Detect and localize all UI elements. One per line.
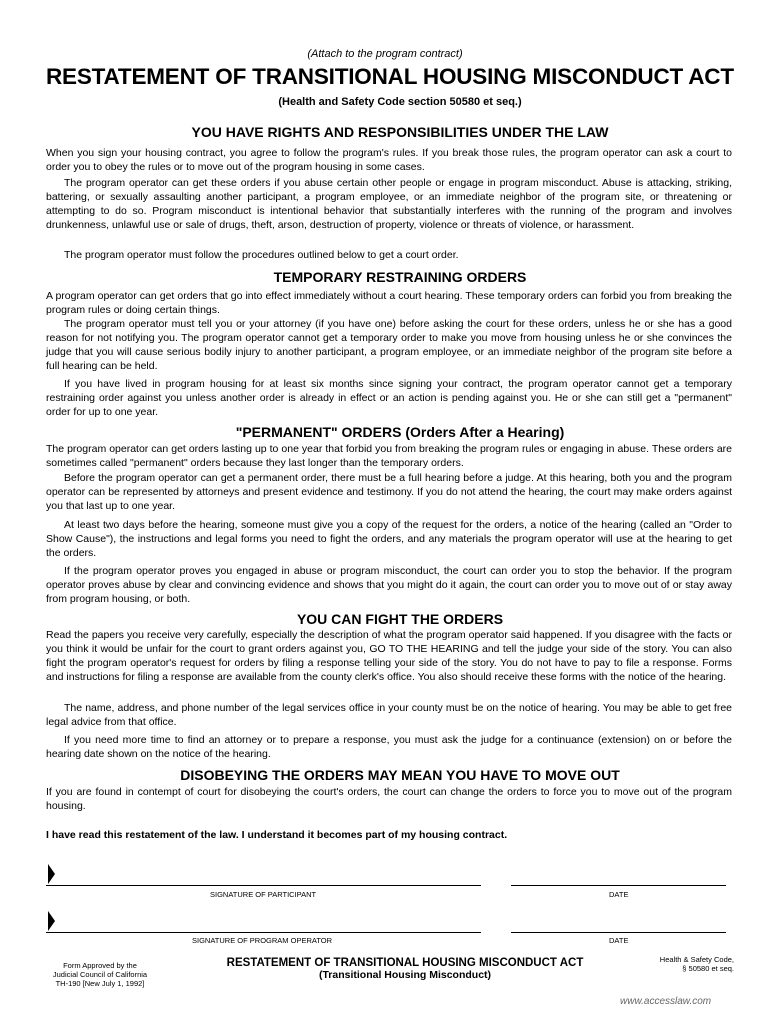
participant-arrow-icon	[48, 864, 55, 884]
rights-paragraph-3: The program operator must follow the procedures outlined below to get a court order.	[64, 249, 459, 261]
attach-note: (Attach to the program contract)	[307, 48, 463, 60]
form-number: TH-190 [New July 1, 1992]	[55, 979, 145, 988]
heading-temporary-orders: TEMPORARY RESTRAINING ORDERS	[273, 269, 527, 285]
code-reference-line-1: Health & Safety Code,	[659, 955, 734, 964]
rights-paragraph-2: The program operator can get these orders if you abuse certain other people or engage in program misconduct. Abuse is attacking, striking, battering, or sexually assaulting another participant, a program employee, or an immediate neighbor of the program site, or threatening or attempting to do so. Program misconduct is intentional behavior that substantially interferes with the running of the program and involves drunkenness, unlawful use or sale of drugs, theft, arson, destruction of property, violence or threats of violence, or harassment.	[46, 177, 732, 232]
document-title: RESTATEMENT OF TRANSITIONAL HOUSING MISCONDUCT ACT	[46, 64, 734, 89]
acknowledgement-statement: I have read this restatement of the law. I understand it becomes part of my housing contract.	[46, 829, 508, 841]
temporary-paragraph-3: If you have lived in program housing for at least six months since signing your contract, the program operator cannot get a temporary restraining order against you unless another order is already in effect or an action is pending against you. He or she can still get a "permanent" order for up to one year.	[46, 378, 732, 419]
disobey-paragraph-1: If you are found in contempt of court for disobeying the court's orders, the court can change the orders to force you to move out of the program housing.	[46, 786, 732, 813]
rights-paragraph-1: When you sign your housing contract, you agree to follow the program's rules. If you break those rules, the program operator can ask a court to order you to obey the rules or to move out of the program housing in some cases.	[46, 147, 732, 174]
form-approval-line-2: Judicial Council of California	[52, 970, 148, 979]
website-watermark: www.accesslaw.com	[620, 996, 712, 1007]
footer-title: RESTATEMENT OF TRANSITIONAL HOUSING MISCONDUCT ACT	[226, 957, 584, 969]
form-approval-block	[40, 961, 160, 988]
code-reference-block	[628, 955, 734, 973]
operator-arrow-icon	[48, 911, 55, 931]
heading-fight-orders: YOU CAN FIGHT THE ORDERS	[296, 611, 504, 627]
fight-paragraph-1: Read the papers you receive very carefully, especially the description of what the program operator said happened. If you disagree with the facts or you think it would be unfair for the court to grant orders against you, GO TO THE HEARING and tell the judge your side of the story. You can also fight the program operator's request for orders by filing a response telling your side of the story. You do not have to pay to file a response. Forms and instructions for filing a response are available from the county clerk's office. You also should receive these forms with the notice of the hearing.	[46, 629, 732, 684]
permanent-paragraph-3: At least two days before the hearing, someone must give you a copy of the request for the orders, a notice of the hearing (called an "Order to Show Cause"), the instructions and legal forms you need to fight the orders, and any materials the program operator will use at the hearing to get the orders.	[46, 519, 732, 560]
permanent-paragraph-1: The program operator can get orders lasting up to one year that forbid you from breaking the program rules or engaging in abuse. These orders are sometimes called "permanent" orders because they last longer than the temporary orders.	[46, 443, 732, 470]
operator-date-line[interactable]	[511, 932, 726, 933]
participant-date-line[interactable]	[511, 885, 726, 886]
fight-paragraph-2: The name, address, and phone number of the legal services office in your county must be on the notice of hearing. You may be able to get free legal advice from that office.	[46, 702, 732, 729]
temporary-paragraph-2: The program operator must tell you or your attorney (if you have one) before asking the court for these orders, unless he or she has a good reason for not notifying you. The program operator cannot get a temporary order to make you move from housing unless he or she convinces the judge that you will cause serious bodily injury to another participant, a program employee, or an immediate neighbor of the program site before a full hearing can be held.	[46, 318, 732, 373]
footer-subtitle: (Transitional Housing Misconduct)	[318, 969, 492, 981]
document-subtitle: (Health and Safety Code section 50580 et seq.)	[278, 96, 522, 108]
permanent-paragraph-4: If the program operator proves you engaged in abuse or program misconduct, the court can order you to stop the behavior. If the program operator proves abuse by clear and convincing evidence and shows that you might do it again, the court can order you to move out of or stay away from program housing, or both.	[46, 565, 732, 606]
operator-signature-line[interactable]	[46, 932, 481, 933]
permanent-paragraph-2: Before the program operator can get a permanent order, there must be a full hearing before a judge. At this hearing, both you and the program operator can be represented by attorneys and present evidence and testimony. If you do not attend the hearing, the court may make orders against you that last up to one year.	[46, 472, 732, 513]
operator-signature-label: SIGNATURE OF PROGRAM OPERATOR	[192, 936, 333, 945]
form-footer-title-block	[190, 957, 620, 981]
participant-date-label: DATE	[609, 890, 629, 899]
heading-rights: YOU HAVE RIGHTS AND RESPONSIBILITIES UNDER THE LAW	[191, 124, 609, 140]
code-reference-line-2: § 50580 et seq.	[682, 964, 734, 973]
form-approval-line-1: Form Approved by the	[63, 961, 137, 970]
temporary-paragraph-1: A program operator can get orders that go into effect immediately without a court hearing. These temporary orders can forbid you from breaking the program rules or doing certain things.	[46, 290, 732, 317]
fight-paragraph-3: If you need more time to find an attorney or to prepare a response, you must ask the judge for a continuance (extension) on or before the hearing date shown on the notice of the hearing.	[46, 734, 732, 761]
heading-permanent-orders: "PERMANENT" ORDERS (Orders After a Hearing)	[235, 424, 565, 440]
participant-signature-label: SIGNATURE OF PARTICIPANT	[210, 890, 317, 899]
operator-date-label: DATE	[609, 936, 629, 945]
heading-disobeying: DISOBEYING THE ORDERS MAY MEAN YOU HAVE TO MOVE OUT	[180, 767, 620, 783]
participant-signature-line[interactable]	[46, 885, 481, 886]
